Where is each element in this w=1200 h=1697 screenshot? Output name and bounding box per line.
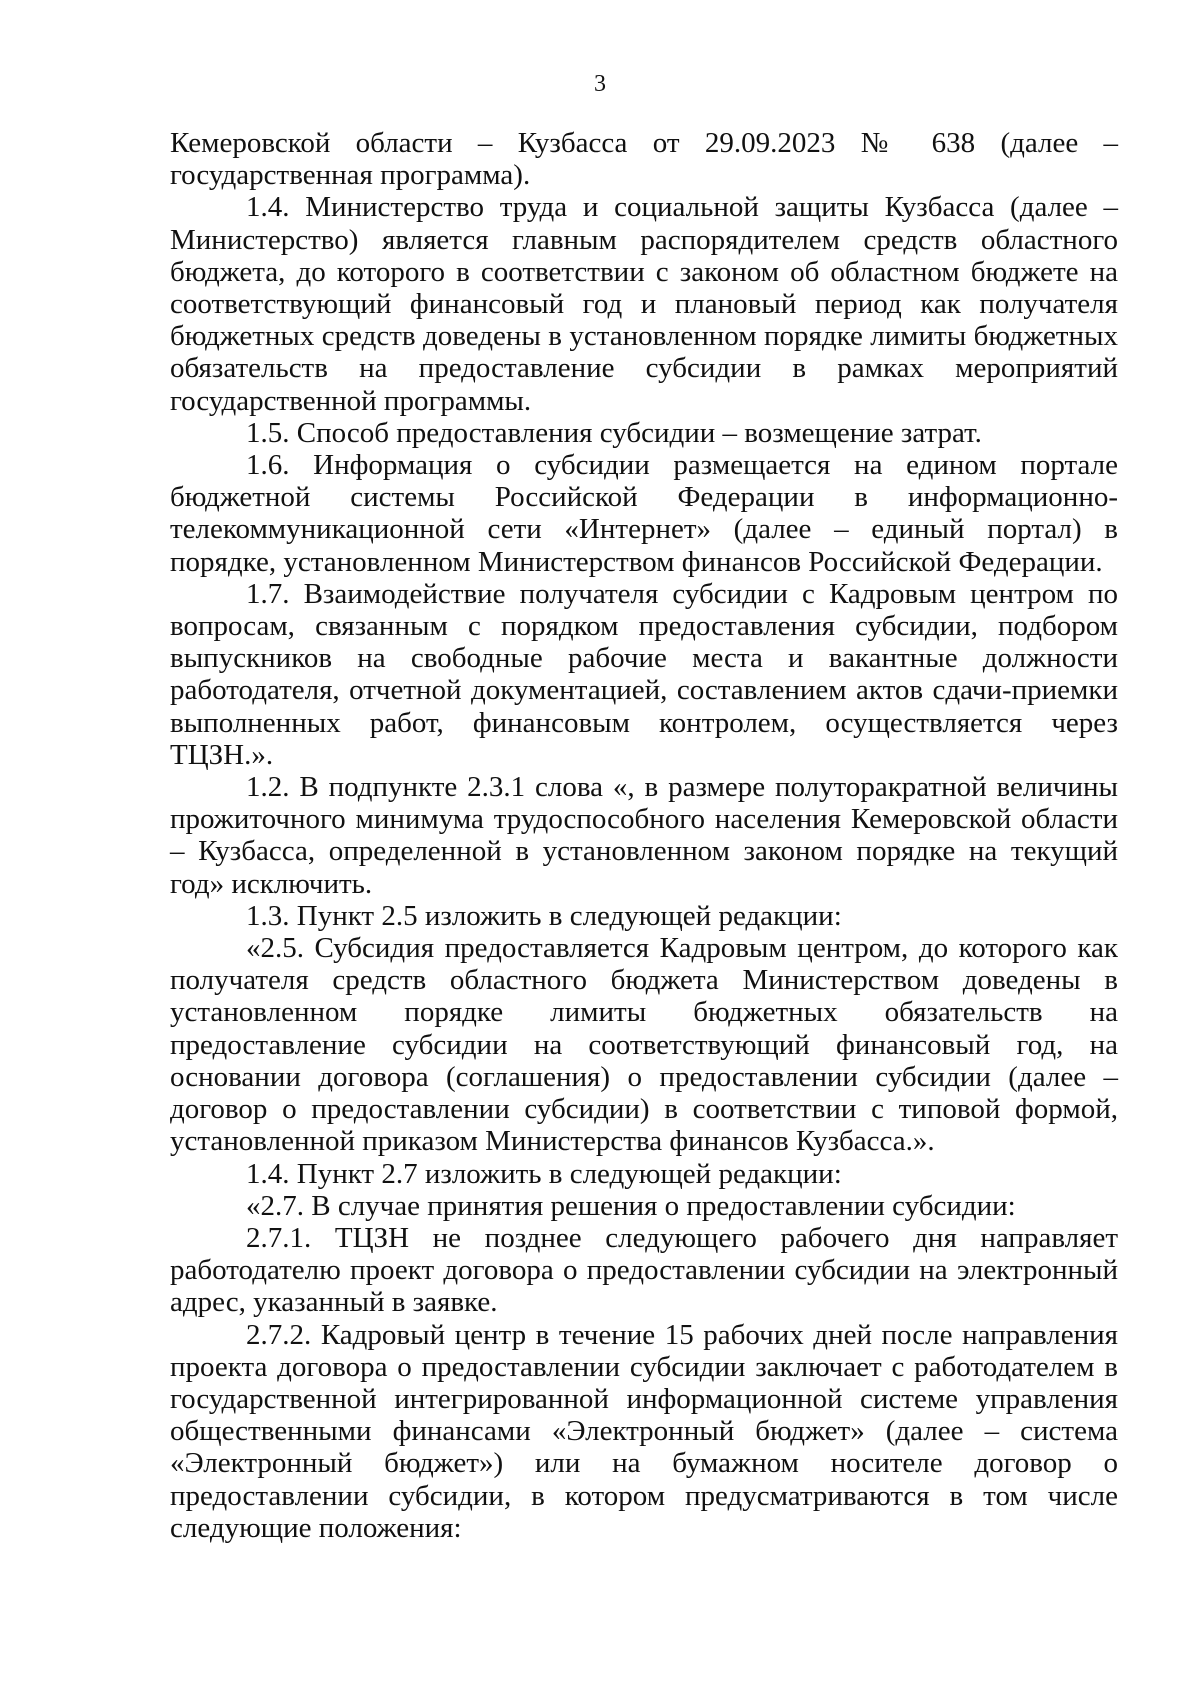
paragraph-2-7-1-tczn: 2.7.1. ТЦЗН не позднее следующего рабочего дня направляет работодателю проект договора о предоставлении субсидии на электронный адрес, указанный в заявке. [170, 1221, 1118, 1319]
paragraph-2-7-decision: «2.7. В случае принятия решения о предоставлении субсидии: [246, 1189, 1016, 1222]
paragraph-amendment-1-2: 1.2. В подпункте 2.3.1 слова «, в размере полуторакратной величины прожиточного минимума трудоспособного населения Кемеровской области – Кузбасса, определенной в установленном законом порядке на текущий год» исключить. [170, 771, 1118, 900]
paragraph-2-5-subsidy: «2.5. Субсидия предоставляется Кадровым центром, до которого как получателя средств областного бюджета Министерством доведены в установленном порядке лимиты бюджетных обязательств на предоставление субсидии на соответствующий финансовый год, на основании договора (соглашения) о предоставлении субсидии (далее – договор о предоставлении субсидии) в соответствии с типовой формой, установленной приказом Министерства финансов Кузбасса.». [170, 932, 1118, 1158]
paragraph-amendment-1-4: 1.4. Пункт 2.7 изложить в следующей редакции: [246, 1157, 842, 1190]
paragraph-2-7-2-contract: 2.7.2. Кадровый центр в течение 15 рабочих дней после направления проекта договора о предоставлении субсидии заключает с работодателем в государственной интегрированной информационной системе управления общественными финансами «Электронный бюджет» (далее – система «Электронный бюджет») или на бумажном носителе договор о предоставлении субсидии, в котором предусматриваются в том числе следующие положения: [170, 1318, 1118, 1544]
page-number: 3 [594, 71, 606, 97]
paragraph-amendment-1-3: 1.3. Пункт 2.5 изложить в следующей редакции: [246, 899, 842, 932]
paragraph-1-7-interaction: 1.7. Взаимодействие получателя субсидии с Кадровым центром по вопросам, связанным с порядком предоставления субсидии, подбором выпускников на свободные рабочие места и вакантные должности работодателя, отчетной документацией, составлением актов сдачи-приемки выполненных работ, финансовым контролем, осуществляется через ТЦЗН.». [170, 577, 1118, 771]
paragraph-1-4-ministry: 1.4. Министерство труда и социальной защиты Кузбасса (далее – Министерство) является главным распорядителем средств областного бюджета, до которого в соответствии с законом об областном бюджете на соответствующий финансовый год и плановый период как получателя бюджетных средств доведены в установленном порядке лимиты бюджетных обязательств на предоставление субсидии в рамках мероприятий государственной программы. [170, 191, 1118, 417]
paragraph-1-6-information: 1.6. Информация о субсидии размещается на едином портале бюджетной системы Российской Федерации в информационно-телекоммуникационной сети «Интернет» (далее – единый портал) в порядке, установленном Министерством финансов Российской Федерации. [170, 449, 1118, 578]
paragraph-continuation: Кемеровской области – Кузбасса от 29.09.2023 № 638 (далее – государственная программа). [170, 127, 1118, 192]
document-body [170, 127, 1118, 1544]
paragraph-1-5-method: 1.5. Способ предоставления субсидии – возмещение затрат. [246, 416, 982, 449]
